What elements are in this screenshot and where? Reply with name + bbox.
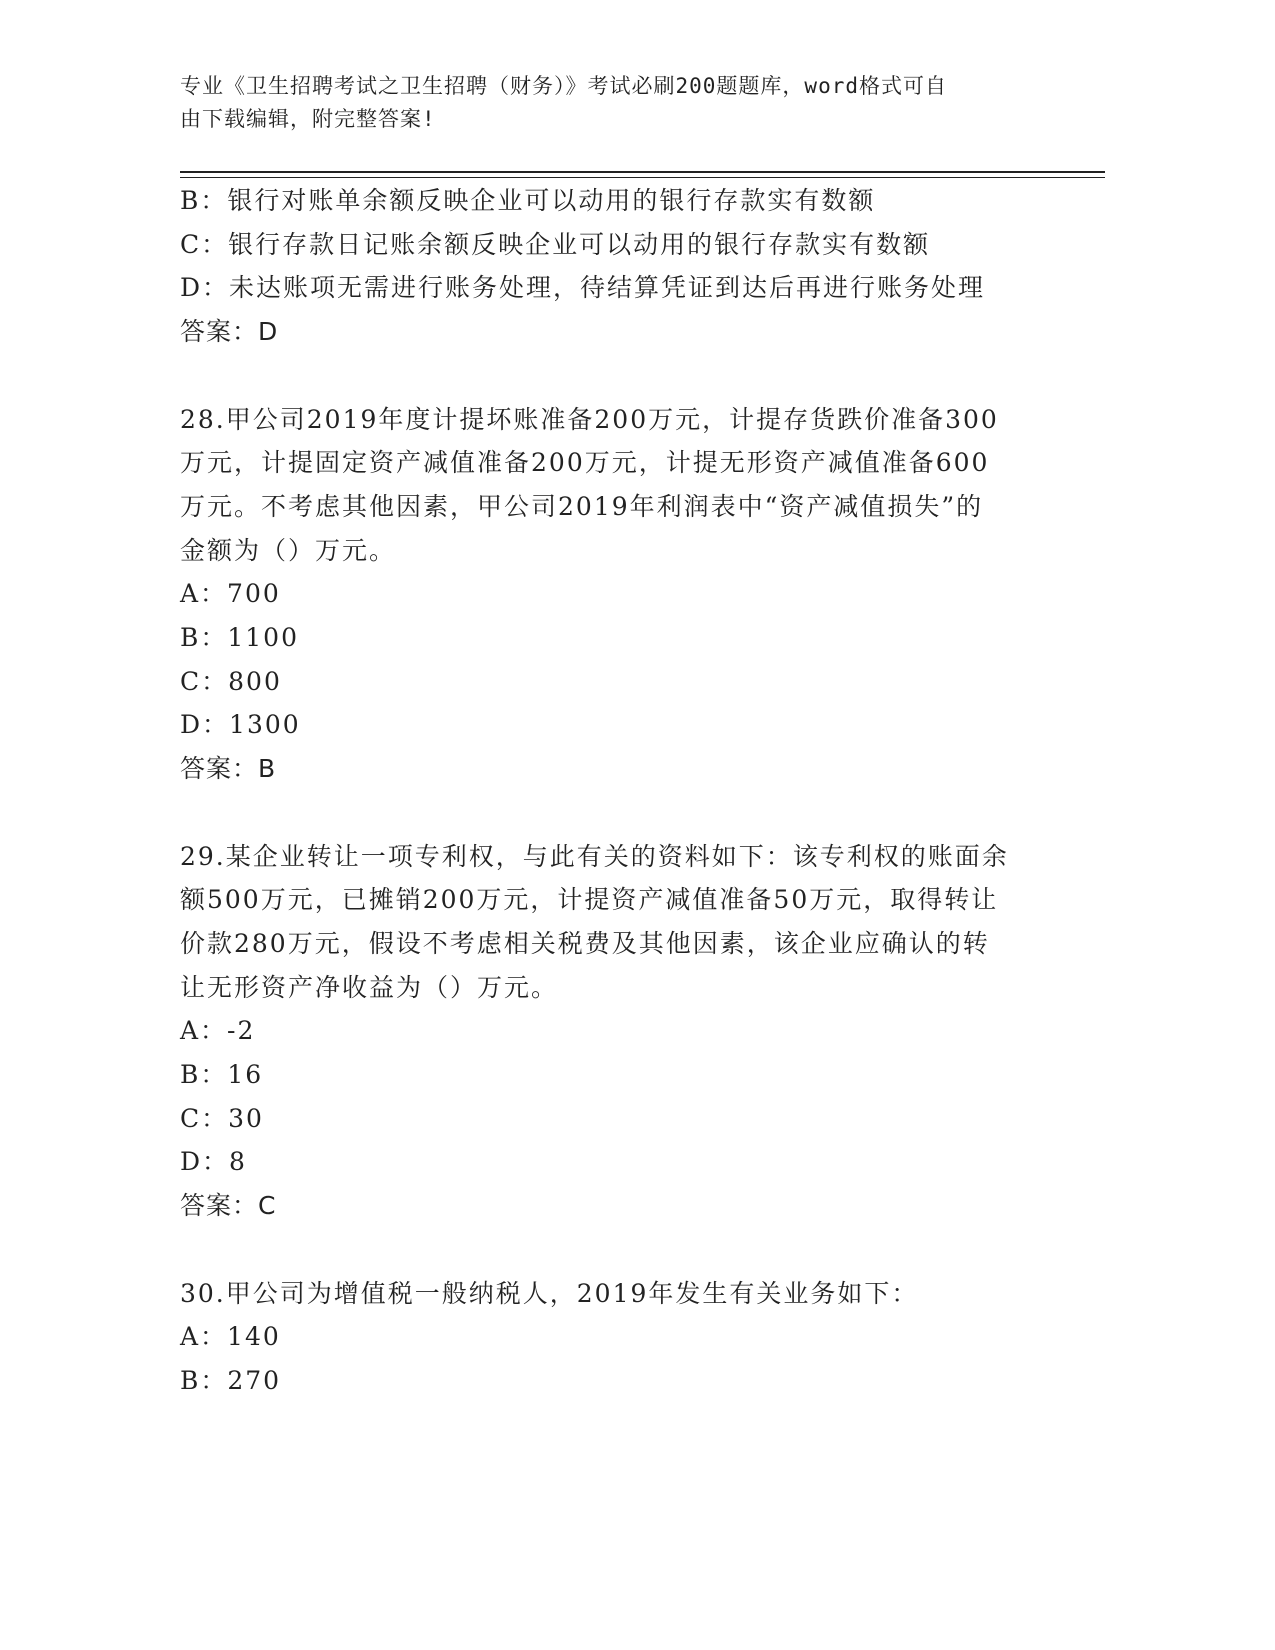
question-stem-line: 金额为（）万元。	[180, 535, 397, 565]
header-title-line-1: 专业《卫生招聘考试之卫生招聘（财务）》考试必刷200题题库，word格式可自	[180, 74, 947, 98]
header-rule-thick	[180, 171, 1105, 173]
option-d: D：1300	[180, 710, 301, 740]
option-a: A：-2	[180, 1016, 256, 1046]
question-stem-line: 万元。不考虑其他因素，甲公司2019年利润表中“资产减值损失”的	[180, 491, 984, 521]
question-29	[180, 835, 1050, 1228]
question-28	[180, 398, 1050, 791]
question-30	[180, 1272, 1050, 1403]
answer-line: 答案：C	[180, 1191, 277, 1221]
question-stem-line: 万元，计提固定资产减值准备200万元，计提无形资产减值准备600	[180, 448, 990, 478]
option-b: B：16	[180, 1060, 264, 1090]
option-b: B：银行对账单余额反映企业可以动用的银行存款实有数额	[180, 186, 876, 215]
option-a: A：700	[180, 579, 281, 609]
spacer	[180, 1228, 1050, 1272]
question-stem-line: 让无形资产净收益为（）万元。	[180, 972, 559, 1002]
document-header	[180, 70, 1040, 136]
question-stem-line: 价款280万元，假设不考虑相关税费及其他因素，该企业应确认的转	[180, 928, 990, 958]
spacer	[180, 354, 1050, 398]
question-stem-line: 29.某企业转让一项专利权，与此有关的资料如下：该专利权的账面余	[180, 841, 1009, 871]
header-title-line-2: 由下载编辑，附完整答案!	[180, 107, 436, 131]
question-stem-line: 30.甲公司为增值税一般纳税人，2019年发生有关业务如下：	[180, 1278, 919, 1308]
question-stem-line: 28.甲公司2019年度计提坏账准备200万元，计提存货跌价准备300	[180, 404, 999, 434]
answer-line: 答案：D	[180, 317, 279, 347]
document-body	[180, 179, 1050, 1403]
previous-question	[180, 179, 1050, 354]
option-c: C：800	[180, 666, 282, 696]
answer-line: 答案：B	[180, 754, 277, 784]
spacer	[180, 791, 1050, 835]
option-d: D：8	[180, 1147, 247, 1177]
option-b: B：270	[180, 1365, 282, 1395]
option-d: D：未达账项无需进行账务处理，待结算凭证到达后再进行账务处理	[180, 273, 986, 303]
question-stem-line: 额500万元，已摊销200万元，计提资产减值准备50万元，取得转让	[180, 885, 999, 915]
header-rule-thin	[180, 177, 1105, 178]
option-c: C：银行存款日记账余额反映企业可以动用的银行存款实有数额	[180, 229, 931, 259]
option-c: C：30	[180, 1103, 264, 1133]
option-a: A：140	[180, 1322, 281, 1352]
option-b: B：1100	[180, 623, 299, 653]
